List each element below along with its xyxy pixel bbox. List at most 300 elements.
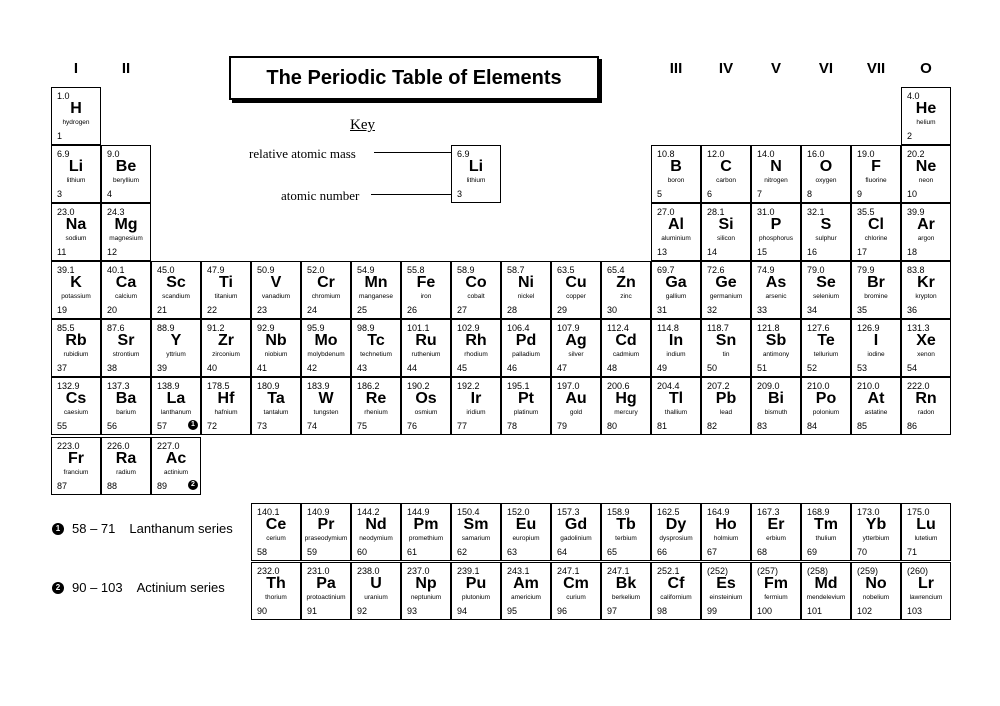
element-name: selenium — [812, 293, 839, 300]
element-name: krypton — [915, 293, 937, 300]
key-mass-pointer — [374, 152, 454, 153]
element-name: gadolinium — [560, 535, 592, 542]
atomic-mass: 52.0 — [307, 265, 325, 275]
element-name: dysprosium — [659, 535, 693, 542]
atomic-mass: 98.9 — [357, 323, 375, 333]
element-name: radon — [917, 409, 935, 416]
element-name: polonium — [812, 409, 840, 416]
element-name: cobalt — [467, 293, 485, 300]
element-name: thulium — [815, 535, 837, 542]
atomic-number: 89 — [157, 481, 168, 491]
element-name: boron — [667, 177, 685, 184]
key-number-label: atomic number — [281, 188, 360, 203]
series-marker-2-icon: 2 — [52, 582, 64, 594]
atomic-number: 7 — [757, 189, 763, 199]
element-symbol: Cs — [65, 390, 87, 407]
element-cell-at — [851, 377, 901, 435]
atomic-mass: 226.0 — [107, 441, 130, 451]
atomic-number: 33 — [757, 305, 768, 315]
element-symbol: N — [770, 158, 782, 175]
element-name: lanthanum — [160, 409, 192, 416]
element-cell-re — [351, 377, 401, 435]
element-cell-eu — [501, 503, 551, 561]
atomic-mass: 12.0 — [707, 149, 725, 159]
element-cell-sb — [751, 319, 801, 377]
element-name: tungsten — [313, 409, 339, 416]
element-symbol: Sn — [715, 332, 737, 349]
atomic-number: 31 — [657, 305, 668, 315]
element-cell-na — [51, 203, 101, 261]
element-name: nobelium — [862, 594, 890, 601]
element-symbol: As — [765, 274, 787, 291]
element-cell-ar — [901, 203, 951, 261]
element-cell-h — [51, 87, 101, 145]
element-cell-pm — [401, 503, 451, 561]
atomic-number: 48 — [607, 363, 618, 373]
element-symbol: Sb — [765, 332, 787, 349]
atomic-number: 45 — [457, 363, 468, 373]
element-cell-la — [151, 377, 201, 435]
atomic-mass: 223.0 — [57, 441, 80, 451]
atomic-number: 79 — [557, 421, 568, 431]
atomic-mass: 1.0 — [57, 91, 70, 101]
element-symbol: Tm — [814, 516, 838, 533]
group-label-2: II — [121, 60, 131, 77]
atomic-mass: 91.2 — [207, 323, 225, 333]
element-name: lead — [719, 409, 733, 416]
element-cell-ru — [401, 319, 451, 377]
element-name: technetium — [360, 351, 392, 358]
atomic-mass: 158.9 — [607, 507, 630, 517]
element-cell-co — [451, 261, 501, 319]
series-marker-1-icon: 1 — [188, 420, 198, 430]
atomic-mass: 95.9 — [307, 323, 325, 333]
group-label-3: III — [669, 60, 683, 77]
element-name: erbium — [766, 535, 786, 542]
atomic-number: 12 — [107, 247, 118, 257]
element-name: magnesium — [109, 235, 143, 242]
element-symbol: Am — [513, 575, 539, 592]
element-cell-pb — [701, 377, 751, 435]
atomic-number: 10 — [907, 189, 918, 199]
element-symbol: Rn — [915, 390, 937, 407]
atomic-mass: 39.9 — [907, 207, 925, 217]
element-cell-pr — [301, 503, 351, 561]
atomic-mass: 186.2 — [357, 381, 380, 391]
atomic-number: 78 — [507, 421, 518, 431]
element-symbol: Cf — [667, 575, 685, 592]
atomic-mass: 152.0 — [507, 507, 530, 517]
element-name: neon — [918, 177, 934, 184]
atomic-number: 64 — [557, 547, 568, 557]
element-name: phosphorus — [759, 235, 793, 242]
atomic-mass: 4.0 — [907, 91, 920, 101]
atomic-number: 24 — [307, 305, 318, 315]
atomic-mass: 167.3 — [757, 507, 780, 517]
element-cell-al — [651, 203, 701, 261]
atomic-mass: 138.9 — [157, 381, 180, 391]
atomic-number: 73 — [257, 421, 268, 431]
atomic-mass: 23.0 — [57, 207, 75, 217]
element-symbol: Ga — [665, 274, 687, 291]
element-name: thallium — [664, 409, 688, 416]
element-name: zinc — [620, 293, 632, 300]
element-name: lutetium — [914, 535, 938, 542]
key-mass-label: relative atomic mass — [249, 146, 356, 161]
element-symbol: I — [873, 332, 879, 349]
atomic-number: 97 — [607, 606, 618, 616]
element-symbol: B — [670, 158, 682, 175]
element-name: carbon — [716, 177, 736, 184]
element-name: thorium — [265, 594, 287, 601]
element-cell-lu — [901, 503, 951, 561]
element-cell-pd — [501, 319, 551, 377]
element-cell-tc — [351, 319, 401, 377]
element-cell-cl — [851, 203, 901, 261]
atomic-number: 69 — [807, 547, 818, 557]
element-symbol: Ba — [115, 390, 137, 407]
atomic-number: 82 — [707, 421, 718, 431]
atomic-number: 103 — [907, 606, 923, 616]
atomic-mass: 28.1 — [707, 207, 725, 217]
element-symbol: Po — [815, 390, 837, 407]
lanthanum-series-text: Lanthanum series — [129, 521, 233, 536]
atomic-mass: 102.9 — [457, 323, 480, 333]
atomic-number: 90 — [257, 606, 268, 616]
element-symbol: Os — [415, 390, 437, 407]
key-example-mass: 6.9 — [457, 149, 470, 159]
element-name: niobium — [264, 351, 288, 358]
element-cell-ac — [151, 437, 201, 495]
atomic-mass: 20.2 — [907, 149, 925, 159]
element-cell-ne — [901, 145, 951, 203]
element-cell-zn — [601, 261, 651, 319]
element-cell-mo — [301, 319, 351, 377]
atomic-mass: 6.9 — [57, 149, 70, 159]
element-name: chromium — [311, 293, 341, 300]
element-name: silicon — [716, 235, 736, 242]
atomic-mass: 127.6 — [807, 323, 830, 333]
atomic-number: 54 — [907, 363, 918, 373]
atomic-number: 16 — [807, 247, 818, 257]
element-name: chlorine — [864, 235, 888, 242]
atomic-number: 43 — [357, 363, 368, 373]
atomic-number: 46 — [507, 363, 518, 373]
atomic-mass: 10.8 — [657, 149, 675, 159]
element-symbol: Yb — [865, 516, 887, 533]
element-name: bismuth — [764, 409, 788, 416]
element-name: silver — [568, 351, 584, 358]
element-cell-nd — [351, 503, 401, 561]
element-cell-th — [251, 562, 301, 620]
element-cell-tm — [801, 503, 851, 561]
atomic-number: 92 — [357, 606, 368, 616]
atomic-mass: 183.9 — [307, 381, 330, 391]
element-cell-yb — [851, 503, 901, 561]
element-name: actinium — [163, 469, 189, 476]
element-symbol: Pm — [413, 516, 439, 533]
element-symbol: Sr — [117, 332, 135, 349]
element-symbol: K — [70, 274, 82, 291]
atomic-mass: 58.7 — [507, 265, 525, 275]
element-cell-li — [51, 145, 101, 203]
element-cell-p — [751, 203, 801, 261]
element-cell-br — [851, 261, 901, 319]
element-cell-i — [851, 319, 901, 377]
element-name: praseodymium — [304, 535, 348, 542]
element-cell-es — [701, 562, 751, 620]
atomic-mass: 180.9 — [257, 381, 280, 391]
element-symbol: Zr — [218, 332, 234, 349]
atomic-mass: 114.8 — [657, 323, 679, 333]
atomic-mass: 39.1 — [57, 265, 75, 275]
element-cell-te — [801, 319, 851, 377]
element-name: copper — [566, 293, 586, 300]
atomic-mass: 227.0 — [157, 441, 180, 451]
element-name: vanadium — [261, 293, 291, 300]
atomic-mass: 112.4 — [607, 323, 629, 333]
atomic-mass: 35.5 — [857, 207, 875, 217]
element-name: palladium — [512, 351, 540, 358]
atomic-number: 44 — [407, 363, 418, 373]
element-symbol: Ca — [115, 274, 137, 291]
atomic-mass: 247.1 — [557, 566, 580, 576]
element-cell-ta — [251, 377, 301, 435]
atomic-mass: 190.2 — [407, 381, 430, 391]
element-symbol: Md — [814, 575, 838, 592]
element-cell-sc — [151, 261, 201, 319]
group-label-1: I — [73, 60, 79, 77]
atomic-mass: 58.9 — [457, 265, 475, 275]
element-symbol: He — [915, 100, 937, 117]
element-name: aluminium — [661, 235, 691, 242]
atomic-mass: 121.8 — [757, 323, 780, 333]
element-name: antimony — [762, 351, 790, 358]
element-name: samarium — [461, 535, 491, 542]
element-symbol: Pr — [317, 516, 335, 533]
element-cell-er — [751, 503, 801, 561]
element-symbol: Ra — [115, 450, 137, 467]
atomic-number: 13 — [657, 247, 668, 257]
atomic-number: 88 — [107, 481, 118, 491]
element-cell-y — [151, 319, 201, 377]
atomic-number: 28 — [507, 305, 518, 315]
atomic-mass: 231.0 — [307, 566, 330, 576]
element-name: neodymium — [359, 535, 393, 542]
atomic-mass: 126.9 — [857, 323, 880, 333]
element-symbol: Mo — [314, 332, 338, 349]
atomic-number: 87 — [57, 481, 68, 491]
atomic-number: 72 — [207, 421, 218, 431]
element-name: beryllium — [112, 177, 139, 184]
atomic-number: 27 — [457, 305, 468, 315]
atomic-number: 84 — [807, 421, 818, 431]
element-cell-cd — [601, 319, 651, 377]
atomic-mass: 55.8 — [407, 265, 425, 275]
element-cell-cs — [51, 377, 101, 435]
atomic-mass: (259) — [857, 566, 879, 576]
element-cell-no — [851, 562, 901, 620]
atomic-mass: 140.1 — [257, 507, 280, 517]
element-cell-xe — [901, 319, 951, 377]
atomic-number: 42 — [307, 363, 318, 373]
atomic-mass: 32.1 — [807, 207, 825, 217]
atomic-mass: 207.2 — [707, 381, 730, 391]
element-symbol: Ta — [267, 390, 285, 407]
actinium-series-text: Actinium series — [136, 580, 225, 595]
atomic-number: 9 — [857, 189, 863, 199]
element-symbol: Hf — [217, 390, 235, 407]
element-name: osmium — [414, 409, 438, 416]
element-symbol: Th — [266, 575, 286, 592]
element-symbol: Te — [817, 332, 835, 349]
element-name: potassium — [61, 293, 91, 300]
element-symbol: Ge — [715, 274, 737, 291]
atomic-number: 34 — [807, 305, 818, 315]
atomic-mass: 239.1 — [457, 566, 480, 576]
element-cell-ga — [651, 261, 701, 319]
atomic-number: 35 — [857, 305, 868, 315]
element-symbol: Sc — [166, 274, 186, 291]
atomic-number: 49 — [657, 363, 668, 373]
element-cell-v — [251, 261, 301, 319]
atomic-mass: (252) — [707, 566, 729, 576]
element-symbol: Ar — [917, 216, 935, 233]
atomic-mass: 243.1 — [507, 566, 530, 576]
atomic-mass: 173.0 — [857, 507, 880, 517]
element-symbol: Eu — [515, 516, 537, 533]
element-cell-bk — [601, 562, 651, 620]
atomic-number: 60 — [357, 547, 368, 557]
atomic-mass: 162.5 — [657, 507, 680, 517]
element-symbol: O — [819, 158, 833, 175]
element-name: zirconium — [212, 351, 240, 358]
atomic-mass: 192.2 — [457, 381, 480, 391]
element-symbol: Se — [816, 274, 836, 291]
element-cell-rn — [901, 377, 951, 435]
element-symbol: Fe — [416, 274, 436, 291]
atomic-mass: 232.0 — [257, 566, 280, 576]
atomic-mass: 65.4 — [607, 265, 625, 275]
element-cell-ag — [551, 319, 601, 377]
element-cell-tb — [601, 503, 651, 561]
element-cell-s — [801, 203, 851, 261]
element-cell-bi — [751, 377, 801, 435]
element-symbol: V — [270, 274, 282, 291]
element-name: nickel — [517, 293, 535, 300]
atomic-number: 29 — [557, 305, 568, 315]
element-cell-n — [751, 145, 801, 203]
element-name: berkelium — [611, 594, 641, 601]
atomic-mass: 210.0 — [857, 381, 880, 391]
atomic-number: 26 — [407, 305, 418, 315]
atomic-mass: 54.9 — [357, 265, 375, 275]
element-symbol: Ag — [565, 332, 587, 349]
element-symbol: Rh — [465, 332, 487, 349]
element-symbol: H — [70, 100, 82, 117]
atomic-mass: 164.9 — [707, 507, 730, 517]
element-name: rubidium — [63, 351, 89, 358]
element-name: holmium — [713, 535, 739, 542]
atomic-number: 36 — [907, 305, 918, 315]
element-name: xenon — [917, 351, 935, 358]
element-cell-nb — [251, 319, 301, 377]
element-symbol: Be — [115, 158, 137, 175]
element-cell-np — [401, 562, 451, 620]
element-cell-f — [851, 145, 901, 203]
group-label-6: VI — [818, 60, 834, 77]
atomic-number: 102 — [857, 606, 873, 616]
element-name: molybdenum — [307, 351, 345, 358]
atomic-number: 65 — [607, 547, 618, 557]
element-name: titanium — [214, 293, 238, 300]
atomic-mass: 118.7 — [707, 323, 729, 333]
atomic-number: 75 — [357, 421, 368, 431]
atomic-number: 52 — [807, 363, 818, 373]
element-name: europium — [512, 535, 540, 542]
atomic-mass: 137.3 — [107, 381, 130, 391]
element-name: uranium — [364, 594, 388, 601]
element-symbol: Er — [767, 516, 785, 533]
atomic-number: 2 — [907, 131, 913, 141]
element-name: terbium — [615, 535, 637, 542]
atomic-number: 38 — [107, 363, 118, 373]
atomic-mass: 107.9 — [557, 323, 580, 333]
element-name: tin — [722, 351, 730, 358]
actinium-range: 90 – 103 — [72, 580, 123, 595]
element-name: iron — [420, 293, 432, 300]
element-cell-kr — [901, 261, 951, 319]
element-name: radium — [116, 469, 136, 476]
element-name: fermium — [764, 594, 788, 601]
atomic-number: 58 — [257, 547, 268, 557]
atomic-mass: 72.6 — [707, 265, 725, 275]
atomic-number: 61 — [407, 547, 418, 557]
atomic-number: 6 — [707, 189, 713, 199]
atomic-mass: 144.2 — [357, 507, 380, 517]
element-symbol: Cr — [317, 274, 335, 291]
key-example-symbol: Li — [468, 158, 484, 175]
element-symbol: Cl — [868, 216, 884, 233]
element-symbol: Nd — [365, 516, 387, 533]
element-name: iridium — [466, 409, 486, 416]
element-cell-hg — [601, 377, 651, 435]
atomic-mass: (258) — [807, 566, 829, 576]
element-symbol: S — [820, 216, 832, 233]
element-cell-ra — [101, 437, 151, 495]
element-cell-he — [901, 87, 951, 145]
atomic-number: 23 — [257, 305, 268, 315]
element-symbol: Al — [668, 216, 684, 233]
element-symbol: Fm — [764, 575, 788, 592]
element-cell-au — [551, 377, 601, 435]
element-cell-fm — [751, 562, 801, 620]
element-cell-w — [301, 377, 351, 435]
element-cell-pa — [301, 562, 351, 620]
key-number-pointer — [371, 194, 454, 195]
series-marker-1-icon: 1 — [52, 523, 64, 535]
element-cell-mn — [351, 261, 401, 319]
atomic-mass: 157.3 — [557, 507, 580, 517]
element-cell-fr — [51, 437, 101, 495]
atomic-number: 32 — [707, 305, 718, 315]
atomic-mass: 88.9 — [157, 323, 175, 333]
atomic-number: 95 — [507, 606, 518, 616]
element-name: sulphur — [815, 235, 837, 242]
atomic-number: 47 — [557, 363, 568, 373]
element-cell-cu — [551, 261, 601, 319]
atomic-number: 101 — [807, 606, 823, 616]
